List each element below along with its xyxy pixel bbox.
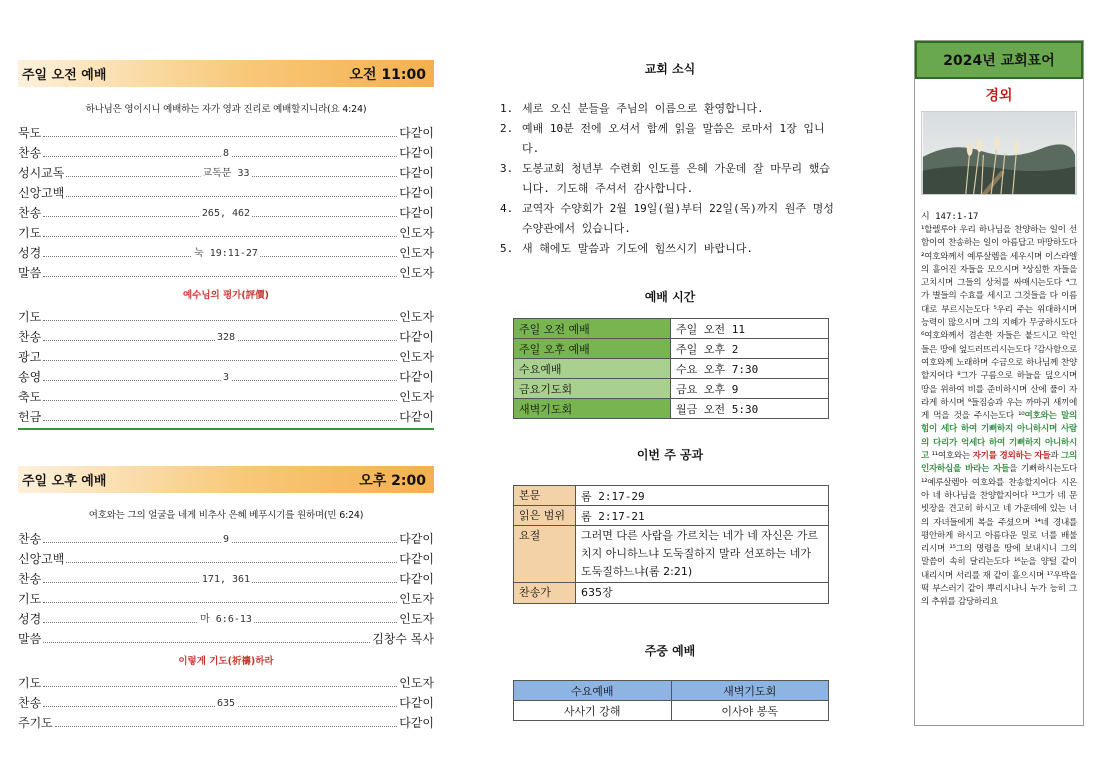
news-text: 세로 오신 분들을 주님의 이름으로 환영합니다. [522, 102, 764, 115]
order-item-label: 찬송 [18, 206, 42, 220]
psalm-part: 을 기뻐하시는도다 ¹²예루살렘아 여호와를 찬송할지어다 시온아 네 하나님을 찬양할지어다 ¹³그가 네 문빗장을 견고히 하시고 네 가운데에 있는 너의 자녀들에게 복을 주셨으며 ¹⁴네 경내를 평안하게 하시고 아름다운 밀로 너를 배불리시며 ¹⁵그의 명령을 땅에 보내시니 그의 말씀이 속히 달리는도다 ¹⁶눈을 양털 같이 내리시며 서리를 재 같이 흩으시며 ¹⁷우박을 떡 부스러기 같이 뿌리시나니 누가 능히 그의 추위를 감당하리요 [921, 464, 1077, 608]
dot-leader [43, 420, 397, 421]
order-item-label: 신앙고백 [18, 186, 65, 200]
schedule-key: 새벽기도회 [514, 399, 671, 419]
order-item-label: 성경 [18, 246, 42, 260]
psalm-part: ¹할렐루야 우리 하나님을 찬양하는 일이 선함이여 찬송하는 일이 아름답고 마땅하도다 ²여호와께서 예루살렘을 세우시며 이스라엘의 흩어진 자들을 모으시며 ³상심한 자들을 고치시며 그들의 상처를 싸매시는도다 ⁴그가 별들의 수효를 세시고 그것들을 다 이름대로 부르시는도다 ⁵우리 주는 위대하시며 능력이 많으시며 그의 지혜가 무궁하시도다 ⁶여호와께서 겸손한 자들은 붙드시고 악인들은 땅에 엎드러뜨리시는도다 ⁷감사함으로 여호와께 노래하며 수금으로 하나님께 찬양할지어다 ⁸그가 구름으로 하늘을 덮으시며 땅을 위하여 비를 준비하시며 산에 풀이 자라게 하시며 ⁹들짐승과 우는 까마귀 새끼에게 먹을 것을 주시는도다 ¹⁰ [921, 225, 1077, 422]
order-item-label: 축도 [18, 390, 42, 404]
order-item-role: 다같이 [399, 126, 434, 140]
order-item [18, 691, 434, 711]
pm-sermon-title: 이렇게 기도(祈禱)하라 [178, 656, 274, 667]
am-sermon-title: 예수님의 평가(評價) [182, 290, 270, 301]
schedule-row [514, 359, 829, 379]
order-item [18, 325, 434, 345]
dot-leader [43, 400, 397, 401]
lesson-table [513, 485, 829, 604]
pm-service-header [18, 466, 434, 493]
lesson-key: 요절 [514, 526, 576, 583]
pm-order-list-b [18, 671, 434, 731]
order-item [18, 671, 434, 691]
order-item-label: 기도 [18, 592, 42, 606]
am-service-header [18, 60, 434, 87]
order-item [18, 161, 434, 181]
lesson-value: 롬 2:17-21 [576, 506, 829, 526]
landscape-photo [921, 111, 1077, 195]
weekday-value: 이사야 봉독 [671, 701, 829, 721]
order-item [18, 121, 434, 141]
am-service-time: 오전 11:00 [349, 66, 426, 83]
lesson-value: 635장 [576, 583, 829, 604]
schedule-row [514, 339, 829, 359]
order-item-role: 인도자 [399, 350, 434, 364]
news-item [500, 119, 840, 159]
order-item [18, 587, 434, 607]
news-item [500, 199, 840, 239]
order-item-label: 찬송 [18, 532, 42, 546]
order-item-label: 주기도 [18, 716, 53, 730]
am-service-section [18, 60, 434, 425]
pm-service-verse: 여호와는 그의 얼굴을 네게 비추사 은혜 베푸시기를 원하며(민 6:24) [88, 510, 364, 521]
order-item-detail: 328 [216, 332, 236, 343]
lesson-key: 찬송가 [514, 583, 576, 604]
order-item-label: 말씀 [18, 266, 42, 280]
order-item-detail: 눅 19:11-27 [192, 244, 260, 259]
order-item [18, 305, 434, 325]
order-item-label: 기도 [18, 226, 42, 240]
lesson-summary: 그러면 다른 사람을 가르치는 네가 네 자신은 가르치지 아니하느냐 도둑질하지 말라 선포하는 네가 도둑질하느냐(롬 2:21) [576, 526, 829, 583]
order-item-role: 다같이 [399, 572, 434, 586]
order-item [18, 547, 434, 567]
order-item-role: 인도자 [399, 612, 434, 626]
weekday-table [513, 680, 829, 721]
order-item-role: 다같이 [399, 146, 434, 160]
order-item-role: 인도자 [399, 246, 434, 260]
order-item-detail: 9 [222, 534, 230, 545]
order-item-role: 다같이 [399, 532, 434, 546]
dot-leader [43, 136, 397, 137]
am-service-title: 주일 오전 예배 [22, 68, 107, 83]
order-item [18, 711, 434, 731]
order-item-role: 인도자 [399, 266, 434, 280]
schedule-key: 주일 오후 예배 [514, 339, 671, 359]
lesson-key: 읽은 범위 [514, 506, 576, 526]
order-item [18, 141, 434, 161]
lesson-row [514, 486, 829, 506]
lesson-value: 롬 2:17-29 [576, 486, 829, 506]
order-item-label: 신앙고백 [18, 552, 65, 566]
order-item-role: 인도자 [399, 676, 434, 690]
order-item-role: 다같이 [399, 370, 434, 384]
am-order-list-b [18, 305, 434, 425]
am-service-verse: 하나님은 영이시니 예배하는 자가 영과 진리로 예배할지니라(요 4:24) [85, 104, 367, 115]
news-num: 3. [500, 162, 514, 175]
news-item [500, 239, 840, 259]
order-item-label: 헌금 [18, 410, 42, 424]
schedule-value: 주일 오후 2 [671, 339, 829, 359]
order-item [18, 181, 434, 201]
order-item-role: 다같이 [399, 716, 434, 730]
psalm-reference: 시 147:1-17 [921, 212, 979, 222]
order-item [18, 241, 434, 261]
weekday-value: 사사기 강해 [514, 701, 672, 721]
order-item-label: 기도 [18, 676, 42, 690]
news-text: 새 해에도 말씀과 기도에 힘쓰시기 바랍니다. [522, 242, 754, 255]
news-item [500, 99, 840, 119]
order-item [18, 345, 434, 365]
order-item-label: 찬송 [18, 572, 42, 586]
lesson-row [514, 506, 829, 526]
order-item-label: 찬송 [18, 146, 42, 160]
dot-leader [43, 320, 397, 321]
schedule-table [513, 318, 829, 419]
order-item [18, 627, 434, 647]
order-item-label: 성경 [18, 612, 42, 626]
order-item-label: 기도 [18, 310, 42, 324]
am-order-list-a [18, 121, 434, 281]
psalm-part: ¹¹여호와는 [929, 451, 973, 462]
news-num: 5. [500, 242, 514, 255]
order-item-label: 말씀 [18, 632, 42, 646]
order-item [18, 527, 434, 547]
dot-leader [43, 236, 397, 237]
psalm-text [915, 222, 1083, 610]
psalm-highlight: 여호와는 말의 힘이 세다 하여 기뻐하지 아니하시며 사람의 다리가 억세다 하여 기뻐하지 아니하시고 [921, 411, 1077, 462]
weekday-header-row [514, 681, 829, 701]
lesson-row [514, 526, 829, 583]
dot-leader [66, 196, 397, 197]
weekday-col-header: 새벽기도회 [671, 681, 829, 701]
pm-service-title: 주일 오후 예배 [22, 474, 107, 489]
order-item-detail: 635 [216, 698, 236, 709]
order-item [18, 201, 434, 221]
dot-leader [43, 686, 397, 687]
schedule-value: 월금 오전 5:30 [671, 399, 829, 419]
order-item-role: 다같이 [399, 206, 434, 220]
order-item [18, 567, 434, 587]
news-title: 교회 소식 [644, 62, 696, 76]
dot-leader [43, 602, 397, 603]
order-item-role: 인도자 [399, 592, 434, 606]
order-item-role: 김창수 목사 [372, 632, 434, 646]
order-item [18, 607, 434, 627]
schedule-row [514, 319, 829, 339]
order-item [18, 405, 434, 425]
order-item-label: 찬송 [18, 330, 42, 344]
dot-leader [43, 642, 370, 643]
news-text: 예배 10분 전에 오셔서 함께 읽을 말씀은 로마서 1장 입니다. [522, 122, 825, 155]
psalm-highlight: 그의 인자하심을 바라는 자들 [921, 451, 1077, 475]
motto-word: 경외 [985, 88, 1013, 104]
order-item-role: 인도자 [399, 310, 434, 324]
weekday-col-header: 수요예배 [514, 681, 672, 701]
psalm-highlight-red: 자기를 경외하는 자들 [972, 451, 1051, 462]
news-list [500, 99, 840, 259]
middle-column [500, 60, 840, 718]
order-item-label: 송영 [18, 370, 42, 384]
news-text: 도봉교회 청년부 수련회 인도를 은혜 가운데 잘 마무리 했습니다. 기도해 주셔서 감사합니다. [522, 162, 831, 195]
news-text: 교역자 수양회가 2월 19일(월)부터 22일(목)까지 원주 명성 수양관에서 있습니다. [522, 202, 834, 235]
order-item-detail: 교독문 33 [200, 164, 251, 179]
order-item-role: 다같이 [399, 330, 434, 344]
news-num: 4. [500, 202, 514, 215]
order-item [18, 221, 434, 241]
section-divider [18, 428, 434, 430]
order-item [18, 261, 434, 281]
news-num: 2. [500, 122, 514, 135]
news-item [500, 159, 840, 199]
weekday-title: 주중 예배 [644, 644, 696, 658]
weekday-row [514, 701, 829, 721]
order-item-detail: 171, 361 [201, 574, 251, 585]
motto-panel [914, 40, 1084, 726]
schedule-key: 수요예배 [514, 359, 671, 379]
schedule-key: 주일 오전 예배 [514, 319, 671, 339]
lesson-key: 본문 [514, 486, 576, 506]
order-item-label: 묵도 [18, 126, 42, 140]
schedule-value: 금요 오후 9 [671, 379, 829, 399]
order-item-label: 성시교독 [18, 166, 65, 180]
schedule-value: 수요 오후 7:30 [671, 359, 829, 379]
order-item-role: 다같이 [399, 186, 434, 200]
order-item-detail: 마 6:6-13 [198, 610, 254, 625]
pm-service-time: 오후 2:00 [359, 472, 426, 489]
order-item-detail: 265, 462 [201, 208, 251, 219]
order-item-detail: 8 [222, 148, 230, 159]
pm-service-section [18, 466, 434, 731]
order-item [18, 385, 434, 405]
order-item-role: 다같이 [399, 166, 434, 180]
psalm-part: 과 [1050, 451, 1061, 462]
pm-order-list-a [18, 527, 434, 647]
order-item-label: 광고 [18, 350, 42, 364]
order-item-role: 인도자 [399, 390, 434, 404]
dot-leader [43, 276, 397, 277]
schedule-title: 예배 시간 [644, 290, 696, 304]
order-item [18, 365, 434, 385]
order-item-role: 다같이 [399, 696, 434, 710]
order-item-role: 다같이 [399, 552, 434, 566]
schedule-row [514, 379, 829, 399]
lesson-title: 이번 주 공과 [636, 448, 704, 462]
schedule-value: 주일 오전 11 [671, 319, 829, 339]
schedule-row [514, 399, 829, 419]
dot-leader [43, 360, 397, 361]
order-item-label: 찬송 [18, 696, 42, 710]
dot-leader [55, 726, 397, 727]
motto-year-title: 2024년 교회표어 [915, 41, 1083, 79]
lesson-row [514, 583, 829, 604]
news-num: 1. [500, 102, 514, 115]
order-item-role: 인도자 [399, 226, 434, 240]
schedule-key: 금요기도회 [514, 379, 671, 399]
dot-leader [66, 562, 397, 563]
order-item-role: 다같이 [399, 410, 434, 424]
order-item-detail: 3 [222, 372, 230, 383]
